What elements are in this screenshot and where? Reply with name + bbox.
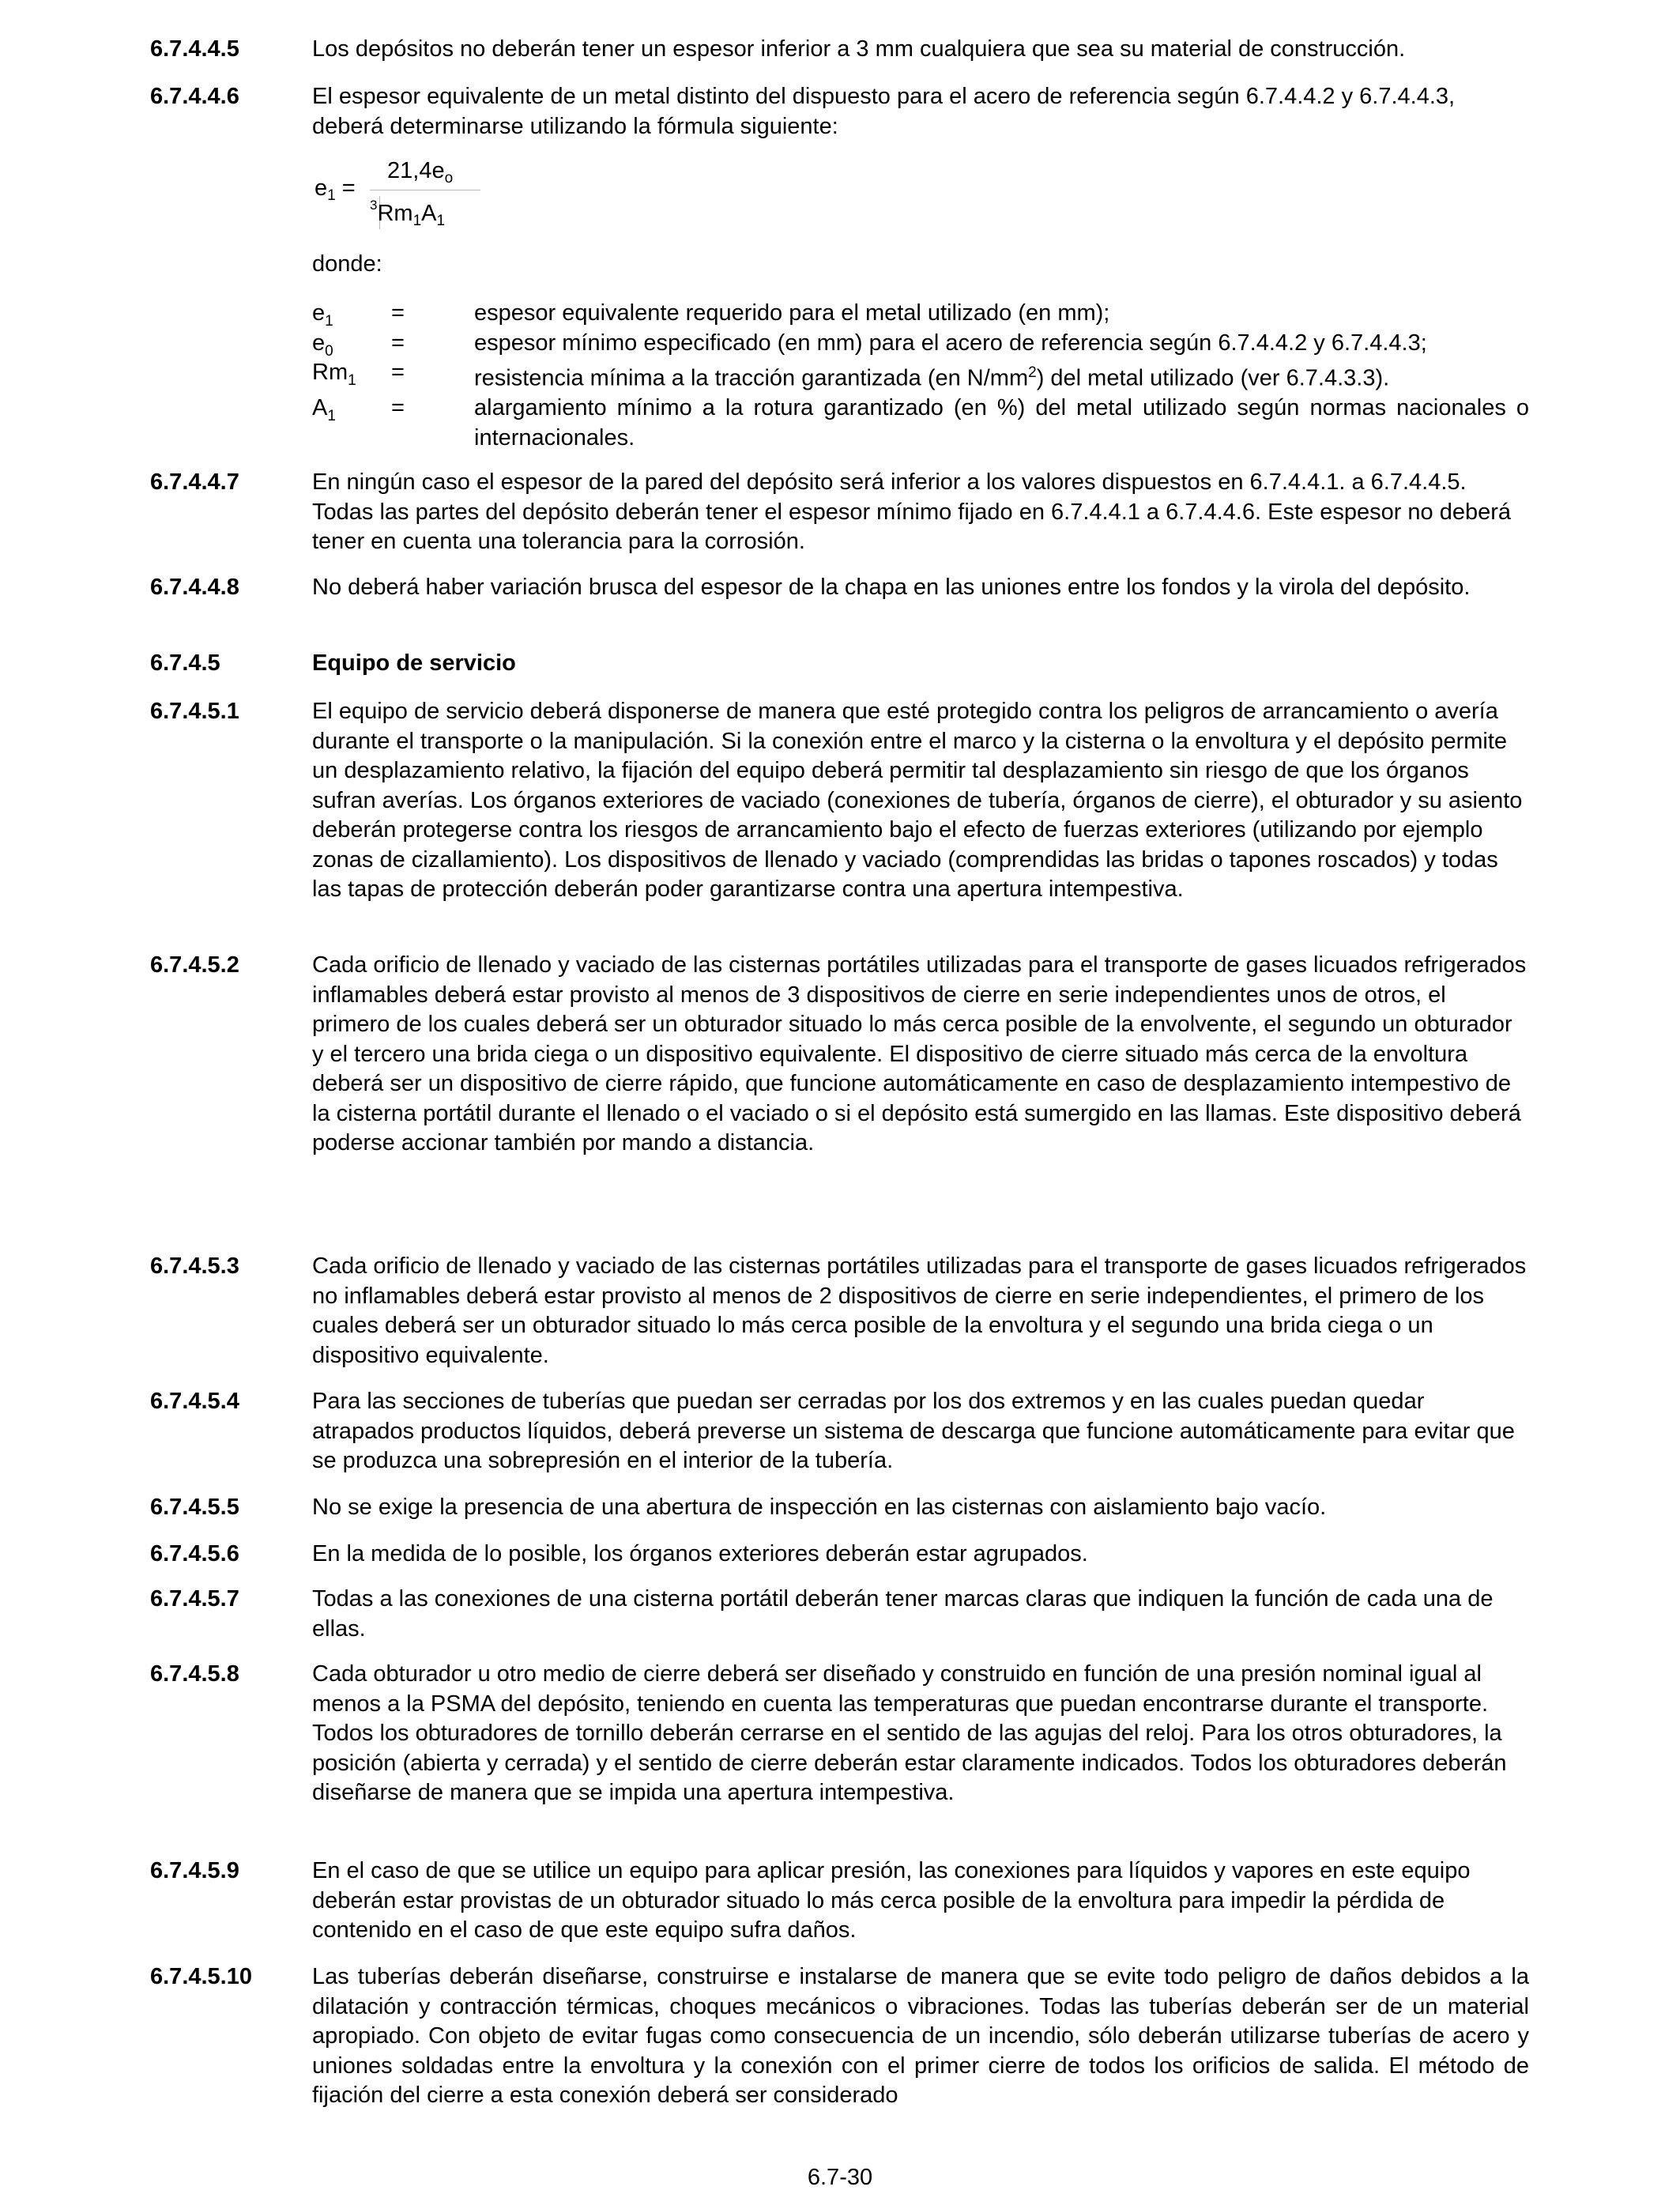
definition-equals: = — [391, 360, 405, 385]
paragraph-number: 6.7.4.4.8 — [150, 575, 239, 600]
paragraph-6-7-4-5-9 — [150, 1857, 1529, 1946]
paragraph-text: Los depósitos no deberán tener un espesor inferior a 3 mm cualquiera que sea su material de construcción. — [312, 36, 1406, 62]
paragraph-text: No se exige la presencia de una abertura de inspección en las cisternas con aislamiento bajo vacío. — [312, 1495, 1327, 1520]
definition-text: resistencia mínima a la tracción garantizada (en $N/mm^2$) del metal utilizado (ver 6.7.4.3.3). — [474, 364, 1390, 391]
paragraph-number: 6.7.4.5.3 — [150, 1253, 239, 1279]
definition-row — [312, 358, 1529, 394]
paragraph-text: En el caso de que se utilice un equipo para aplicar presión, las conexiones para líquidos y vapores en este equipo deberán estar provistas de un obturador situado lo más cerca posible de la envoltura para impedir la pérdida de contenido en el caso de que este equipo sufra daños. — [312, 1858, 1471, 1943]
definition-text: alargamiento mínimo a la rotura garantizado (en %) del metal utilizado según normas nacionales o internacionales. — [474, 395, 1529, 450]
formula-lhs: $e_1$ = — [315, 175, 356, 204]
paragraph-6-7-4-4-8 — [150, 573, 1529, 603]
paragraph-6-7-4-5-7 — [150, 1585, 1529, 1644]
paragraph-6-7-4-5-3 — [150, 1252, 1529, 1370]
thickness-formula — [315, 158, 488, 237]
paragraph-6-7-4-5-5 — [150, 1493, 1529, 1523]
formula-denominator: $^3Rm_1A_1$ — [370, 198, 446, 229]
section-number: 6.7.4.5 — [150, 650, 220, 676]
paragraph-6-7-4-4-7 — [150, 468, 1529, 557]
definition-equals: = — [391, 395, 405, 421]
paragraph-6-7-4-5-4 — [150, 1387, 1529, 1476]
paragraph-number: 6.7.4.5.5 — [150, 1495, 239, 1520]
paragraph-text: Para las secciones de tuberías que puedan ser cerradas por los dos extremos y en las cuales puedan quedar atrapados productos líquidos, deberá preverse un sistema de descarga que funcione automáticamente para evitar que se produzca una sobrepresión en el interior de la tubería. — [312, 1389, 1515, 1473]
definition-row — [312, 329, 1529, 359]
definition-text: espesor equivalente requerido para el metal utilizado (en mm); — [474, 300, 1110, 326]
paragraph-6-7-4-4-5 — [150, 35, 1529, 65]
paragraph-6-7-4-5-2 — [150, 951, 1529, 1159]
paragraph-text: Todas a las conexiones de una cisterna portátil deberán tener marcas claras que indiquen la función de cada una de ellas. — [312, 1586, 1494, 1642]
paragraph-text: Cada obturador u otro medio de cierre deberá ser diseñado y construido en función de una presión nominal igual al menos a la PSMA del depósito, teniendo en cuenta las temperaturas que puedan encontrarse durante el transporte. Todos los obturadores de tornillo deberán cerrarse en el sentido de las agujas del reloj. Para los otros obturadores, la posición (abierta y cerrada) y el sentido de cierre deberán estar claramente indicados. Todos los obturadores deberán diseñarse de manera que se impida una apertura intempestiva. — [312, 1661, 1507, 1805]
definition-symbol: $Rm_1$ — [312, 360, 356, 389]
definition-symbol: $A_1$ — [312, 395, 336, 424]
paragraph-text: No deberá haber variación brusca del espesor de la chapa en las uniones entre los fondos y la virola del depósito. — [312, 575, 1471, 600]
paragraph-text: Cada orificio de llenado y vaciado de las cisternas portátiles utilizadas para el transporte de gases licuados refrigerados no inflamables deberá estar provisto al menos de 2 dispositivos de cierre en serie independientes, el primero de los cuales deberá ser un obturador situado lo más cerca posible de la envoltura y el segundo una brida ciega o un dispositivo equivalente. — [312, 1253, 1527, 1368]
definition-row — [312, 299, 1529, 329]
paragraph-number: 6.7.4.5.10 — [150, 1964, 252, 1989]
paragraph-6-7-4-5-10 — [150, 1962, 1529, 2111]
paragraph-number: 6.7.4.4.6 — [150, 84, 239, 109]
formula-numerator: $21,4e_o$ — [387, 158, 454, 187]
definition-row — [312, 394, 1529, 453]
definitions-list — [312, 299, 1529, 453]
paragraph-number: 6.7.4.5.1 — [150, 699, 239, 724]
paragraph-number: 6.7.4.5.2 — [150, 952, 239, 978]
paragraph-text: El equipo de servicio deberá disponerse de manera que esté protegido contra los peligros de arrancamiento o avería durante el transporte o la manipulación. Si la conexión entre el marco y la cisterna o la envoltura y el depósito permite un desplazamiento relativo, la fijación del equipo deberá permitir tal desplazamiento sin riesgo de que los órganos sufran averías. Los órganos exteriores de vaciado (conexiones de tubería, órganos de cierre), el obturador y su asiento deberán protegerse contra los riesgos de arrancamiento bajo el efecto de fuerzas exteriores (utilizando por ejemplo zonas de cizallamiento). Los dispositivos de llenado y vaciado (comprendidas las bridas o tapones roscados) y todas las tapas de protección deberán poder garantizarse contra una apertura intempestiva. — [312, 699, 1523, 902]
paragraph-text: En ningún caso el espesor de la pared del depósito será inferior a los valores dispuestos en 6.7.4.4.1. a 6.7.4.4.5. Todas las partes del depósito deberán tener el espesor mínimo fijado en 6.7.4.4.1 a 6.7.4.4.6. Este espesor no deberá tener en cuenta una tolerancia para la corrosión. — [312, 469, 1512, 554]
paragraph-6-7-4-5-8 — [150, 1660, 1529, 1808]
paragraph-6-7-4-4-6 — [150, 82, 1529, 141]
page-number: 6.7-30 — [807, 2165, 873, 2190]
definition-equals: = — [391, 300, 405, 326]
paragraph-number: 6.7.4.5.9 — [150, 1858, 239, 1883]
paragraph-number: 6.7.4.5.8 — [150, 1661, 239, 1687]
section-title: Equipo de servicio — [312, 650, 516, 676]
paragraph-number: 6.7.4.5.6 — [150, 1541, 239, 1566]
definition-equals: = — [391, 330, 405, 356]
paragraph-6-7-4-5-6 — [150, 1540, 1529, 1570]
definition-symbol: $e_1$ — [312, 300, 333, 330]
paragraph-number: 6.7.4.5.4 — [150, 1389, 239, 1414]
paragraph-number: 6.7.4.5.7 — [150, 1586, 239, 1612]
paragraph-text: Cada orificio de llenado y vaciado de las cisternas portátiles utilizadas para el transporte de gases licuados refrigerados inflamables deberá estar provisto al menos de 3 dispositivos de cierre en serie independientes unos de otros, el primero de los cuales deberá ser un obturador situado lo más cerca posible de la envolvente, el segundo un obturador y el tercero una brida ciega o un dispositivo equivalente. El dispositivo de cierre situado más cerca de la envoltura deberá ser un dispositivo de cierre rápido, que funcione automáticamente en caso de desplazamiento intempestivo de la cisterna portátil durante el llenado o el vaciado o si el depósito está sumergido en las llamas. Este dispositivo deberá poderse accionar también por mando a distancia. — [312, 952, 1527, 1155]
definition-symbol: $e_0$ — [312, 330, 333, 360]
paragraph-number: 6.7.4.4.7 — [150, 469, 239, 495]
paragraph-number: 6.7.4.4.5 — [150, 36, 239, 62]
section-heading-6-7-4-5 — [150, 649, 1529, 679]
donde-label: donde: — [312, 251, 382, 277]
paragraph-text: Las tuberías deberán diseñarse, construirse e instalarse de manera que se evite todo peligro de daños debidos a la dilatación y contracción térmicas, choques mecánicos o vibraciones. Todas las tuberías deberán ser de un material apropiado. Con objeto de evitar fugas como consecuencia de un incendio, sólo deberán utilizarse tuberías de acero y uniones soldadas entre la envoltura y la conexión con el primer cierre de todos los orificios de salida. El método de fijación del cierre a esta conexión deberá ser considerado — [312, 1964, 1529, 2108]
definition-text: espesor mínimo especificado (en mm) para el acero de referencia según 6.7.4.4.2 y 6.7.4.4.3; — [474, 330, 1427, 356]
paragraph-6-7-4-5-1 — [150, 697, 1529, 905]
paragraph-text: El espesor equivalente de un metal distinto del dispuesto para el acero de referencia según 6.7.4.4.2 y 6.7.4.4.3, deberá determinarse utilizando la fórmula siguiente: — [312, 84, 1456, 139]
paragraph-text: En la medida de lo posible, los órganos exteriores deberán estar agrupados. — [312, 1541, 1088, 1566]
